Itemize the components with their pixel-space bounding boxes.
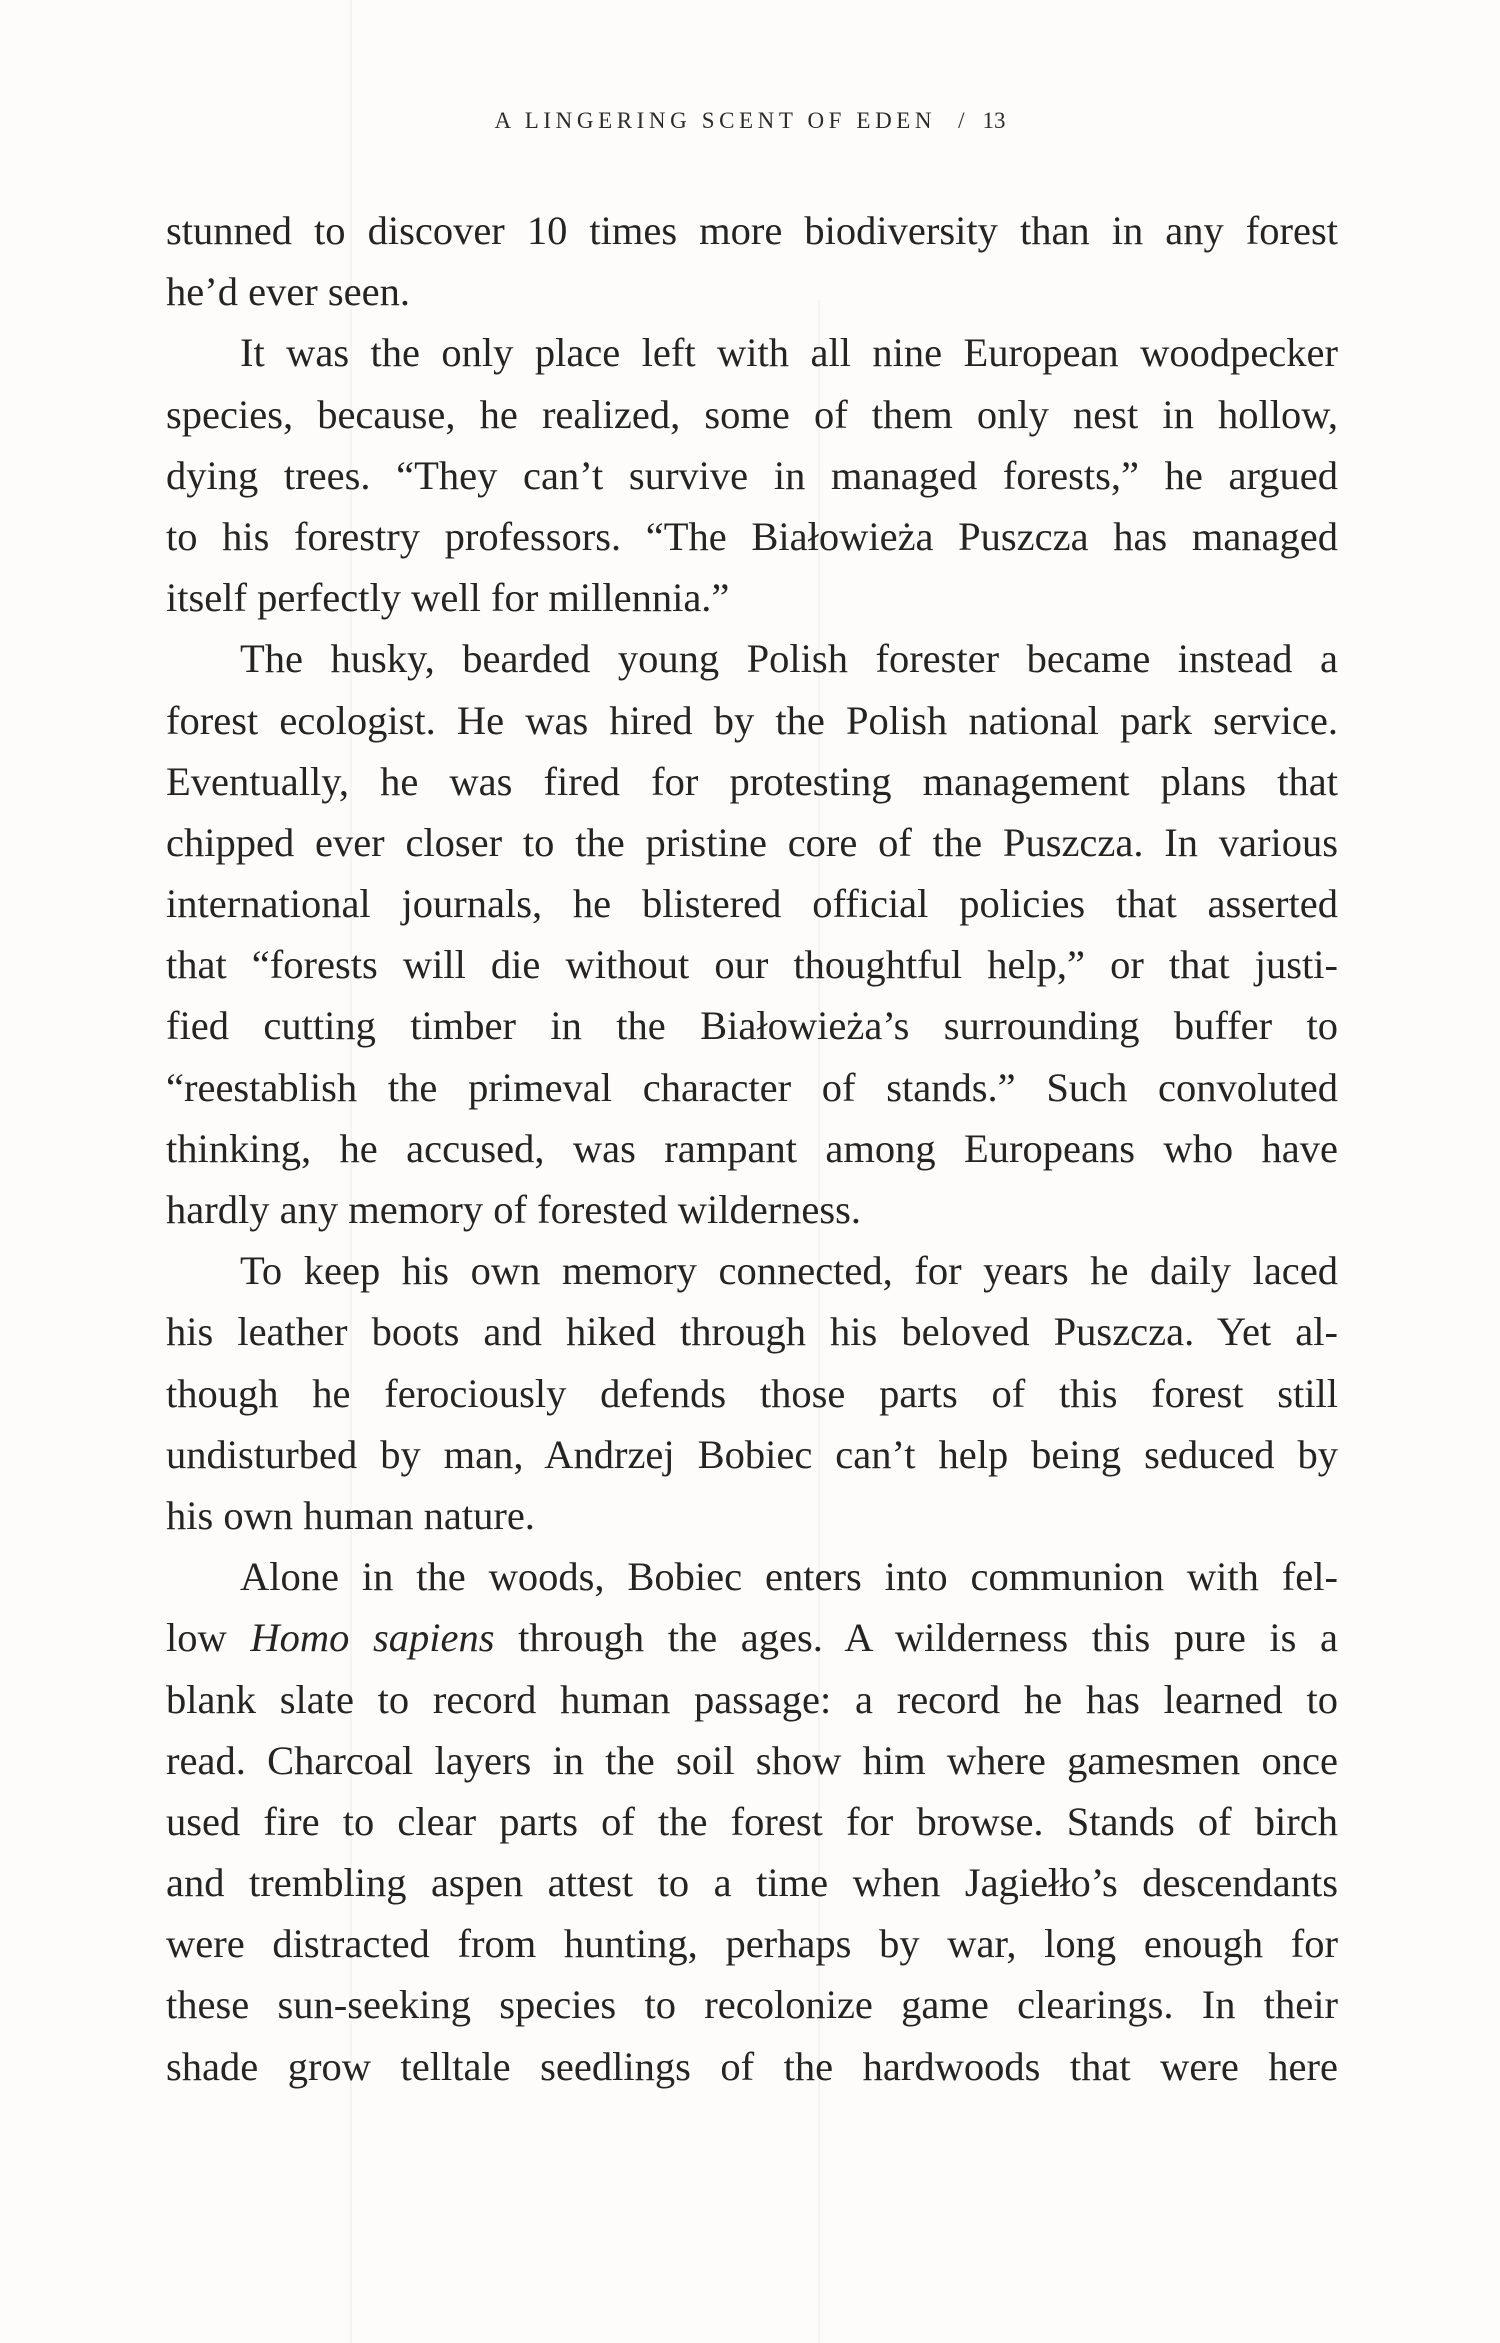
text-line: forest ecologist. He was hired by the Polish national park service. — [166, 697, 1338, 743]
text-line: and trembling aspen attest to a time when Jagiełło’s descendants — [166, 1860, 1338, 1906]
text-line: itself perfectly well for millennia.” — [166, 575, 730, 621]
text-line: read. Charcoal layers in the soil show him where gamesmen once — [166, 1737, 1338, 1783]
paragraph-first-line: Alone in the woods, Bobiec enters into communion with fel- — [240, 1554, 1338, 1600]
text-line — [166, 1607, 1338, 1668]
running-header — [0, 108, 1500, 134]
text-line: fied cutting timber in the Białowieża’s surrounding buffer to — [166, 1003, 1338, 1049]
paragraph-first-line: It was the only place left with all nine European woodpecker — [240, 330, 1338, 376]
body-text — [166, 200, 1338, 2097]
text-line: hardly any memory of forested wilderness. — [166, 1187, 862, 1232]
text-line: dying trees. “They can’t survive in managed forests,” he argued — [166, 452, 1338, 498]
text-line: his leather boots and hiked through his beloved Puszcza. Yet al- — [166, 1309, 1338, 1355]
text-line: used fire to clear parts of the forest for browse. Stands of birch — [166, 1798, 1338, 1844]
text-line: international journals, he blistered official policies that asserted — [166, 881, 1338, 927]
page-number: 13 — [982, 108, 1006, 133]
text-line: “reestablish the primeval character of stands.” Such convoluted — [166, 1064, 1338, 1110]
paragraph-first-line: To keep his own memory connected, for years he daily laced — [240, 1248, 1338, 1294]
text-line: species, because, he realized, some of them only nest in hollow, — [166, 391, 1338, 437]
text-line: that “forests will die without our thoughtful help,” or that justi- — [166, 942, 1338, 988]
italic-species-name: Homo sapiens — [250, 1615, 495, 1661]
running-title: A LINGERING SCENT OF EDEN — [494, 108, 937, 133]
text-run: through the ages. A wilderness this pure is a — [494, 1615, 1338, 1661]
text-run: low — [166, 1615, 251, 1661]
text-line: he’d ever seen. — [166, 269, 410, 315]
text-line: though he ferociously defends those parts of this forest still — [166, 1370, 1338, 1416]
text-line: thinking, he accused, was rampant among Europeans who have — [166, 1125, 1338, 1171]
text-line: undisturbed by man, Andrzej Bobiec can’t help being seduced by — [166, 1431, 1338, 1477]
text-line: these sun-seeking species to recolonize game clearings. In their — [166, 1982, 1338, 2028]
text-line: blank slate to record human passage: a record he has learned to — [166, 1676, 1338, 1722]
text-line: to his forestry professors. “The Białowieża Puszcza has managed — [166, 513, 1338, 559]
text-line: were distracted from hunting, perhaps by war, long enough for — [166, 1921, 1338, 1967]
text-line: chipped ever closer to the pristine core of the Puszcza. In various — [166, 819, 1338, 865]
text-line: his own human nature. — [166, 1492, 535, 1538]
header-separator: / — [958, 108, 965, 133]
paragraph-first-line: The husky, bearded young Polish forester became instead a — [240, 636, 1338, 682]
text-line: shade grow telltale seedlings of the hardwoods that were here — [166, 2043, 1338, 2089]
text-line: stunned to discover 10 times more biodiversity than in any forest — [166, 208, 1338, 253]
text-line: Eventually, he was fired for protesting management plans that — [166, 758, 1338, 804]
